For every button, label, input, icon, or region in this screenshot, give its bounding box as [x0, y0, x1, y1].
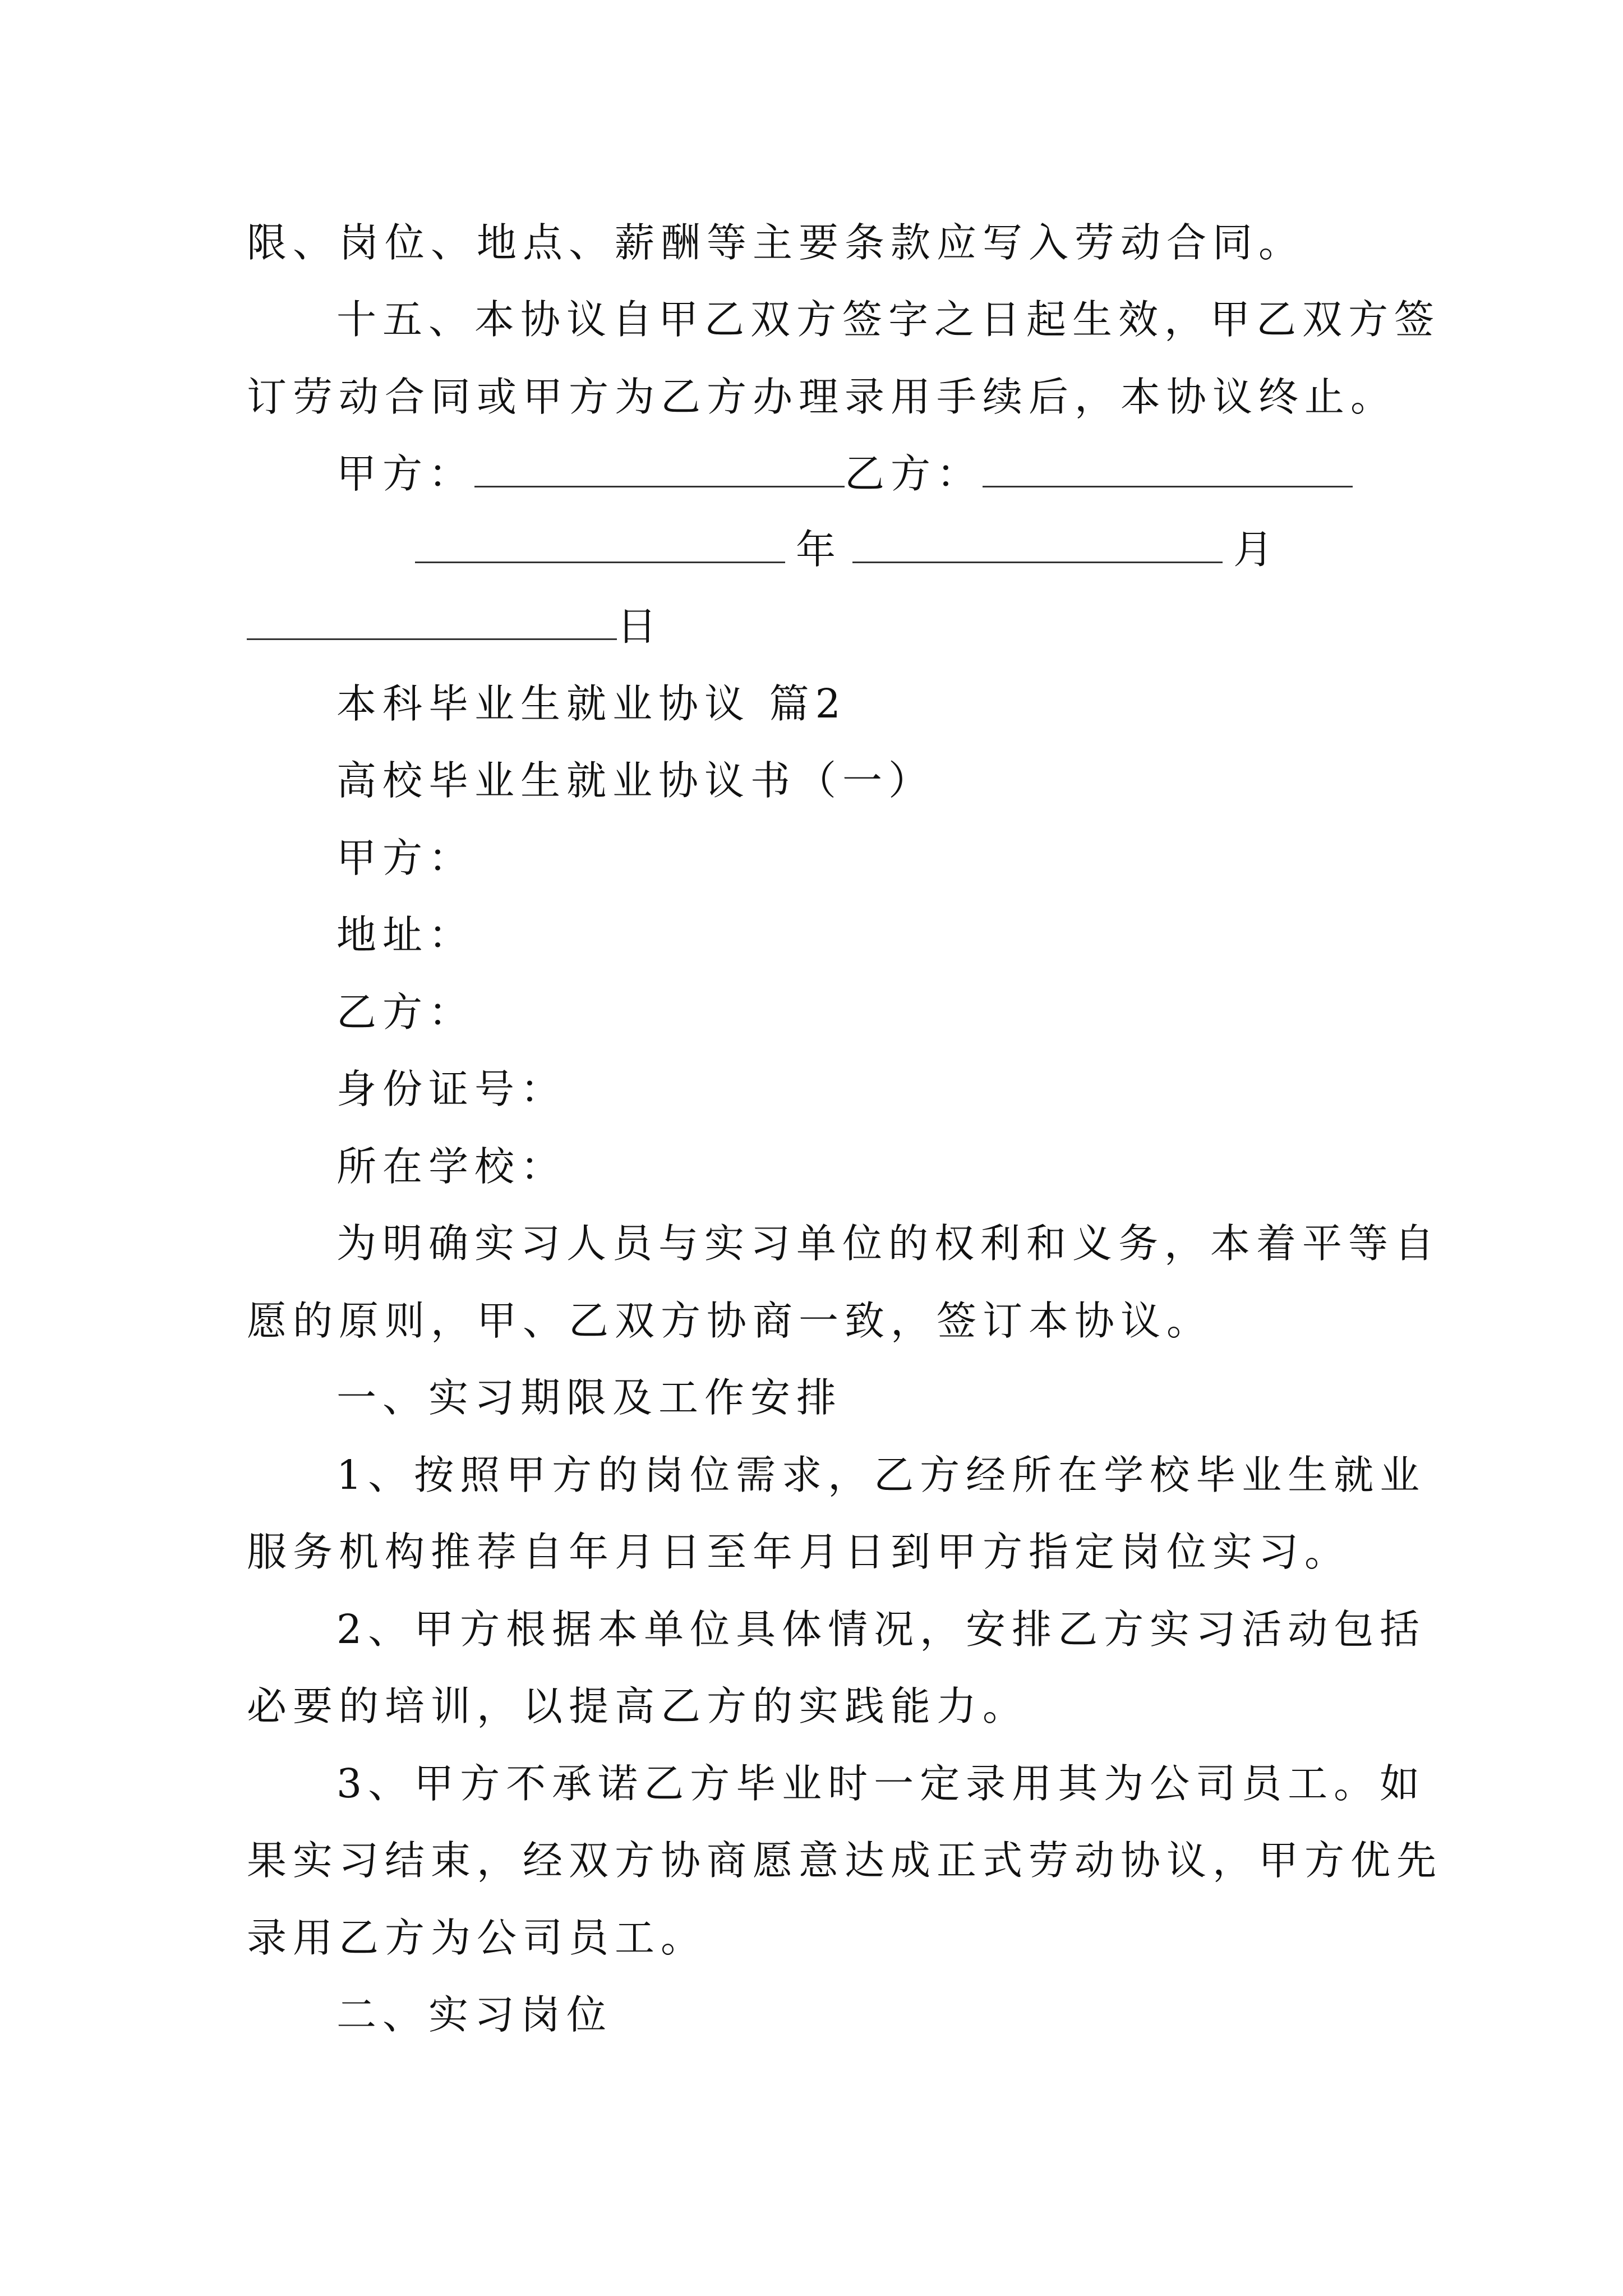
year-label: 年 — [795, 526, 842, 573]
day-row — [247, 601, 663, 652]
agreement-title: 高校毕业生就业协议书（一） — [336, 757, 935, 804]
signature-row — [336, 449, 1353, 499]
text-line: 录用乙方为公司员工。 — [247, 1915, 707, 1961]
text-line: 3、甲方不承诺乙方毕业时一定录用其为公司员工。如 — [336, 1760, 1426, 1807]
year-blank[interactable] — [415, 524, 785, 563]
field-address: 地址： — [336, 912, 475, 958]
clause-heading: 一、实习期限及工作安排 — [336, 1374, 843, 1421]
text-line: 愿的原则，甲、乙双方协商一致，签订本协议。 — [247, 1297, 1213, 1344]
text-line: 2、甲方根据本单位具体情况，安排乙方实习活动包括 — [336, 1606, 1426, 1653]
text-line: 限、岗位、地点、薪酬等主要条款应写入劳动合同。 — [247, 219, 1305, 266]
text-line: 十五、本协议自甲乙双方签字之日起生效，甲乙双方签 — [336, 296, 1441, 343]
clause-heading: 二、实习岗位 — [336, 1991, 613, 2038]
month-label: 月 — [1233, 526, 1279, 573]
text-line: 果实习结束，经双方协商愿意达成正式劳动协议，甲方优先 — [247, 1837, 1443, 1884]
field-party-b: 乙方： — [336, 989, 475, 1036]
field-id-number: 身份证号： — [336, 1066, 567, 1112]
text-line: 为明确实习人员与实习单位的权利和义务，本着平等自 — [336, 1220, 1441, 1267]
section-title: 本科毕业生就业协议 篇2 — [336, 680, 847, 727]
field-school: 所在学校： — [336, 1143, 567, 1190]
party-a-blank[interactable] — [474, 449, 845, 487]
text-line: 1、按照甲方的岗位需求，乙方经所在学校毕业生就业 — [336, 1452, 1426, 1498]
party-b-blank[interactable] — [983, 449, 1353, 487]
date-row — [415, 524, 1290, 575]
day-blank[interactable] — [247, 601, 617, 640]
day-label: 日 — [617, 603, 663, 650]
month-blank[interactable] — [852, 524, 1223, 563]
field-party-a: 甲方： — [336, 835, 475, 881]
text-line: 服务机构推荐自年月日至年月日到甲方指定岗位实习。 — [247, 1529, 1351, 1575]
text-line: 必要的培训，以提高乙方的实践能力。 — [247, 1683, 1029, 1729]
party-b-label: 乙方： — [845, 450, 983, 497]
text-line: 订劳动合同或甲方为乙方办理录用手续后，本协议终止。 — [247, 374, 1397, 420]
party-a-label: 甲方： — [336, 450, 475, 497]
